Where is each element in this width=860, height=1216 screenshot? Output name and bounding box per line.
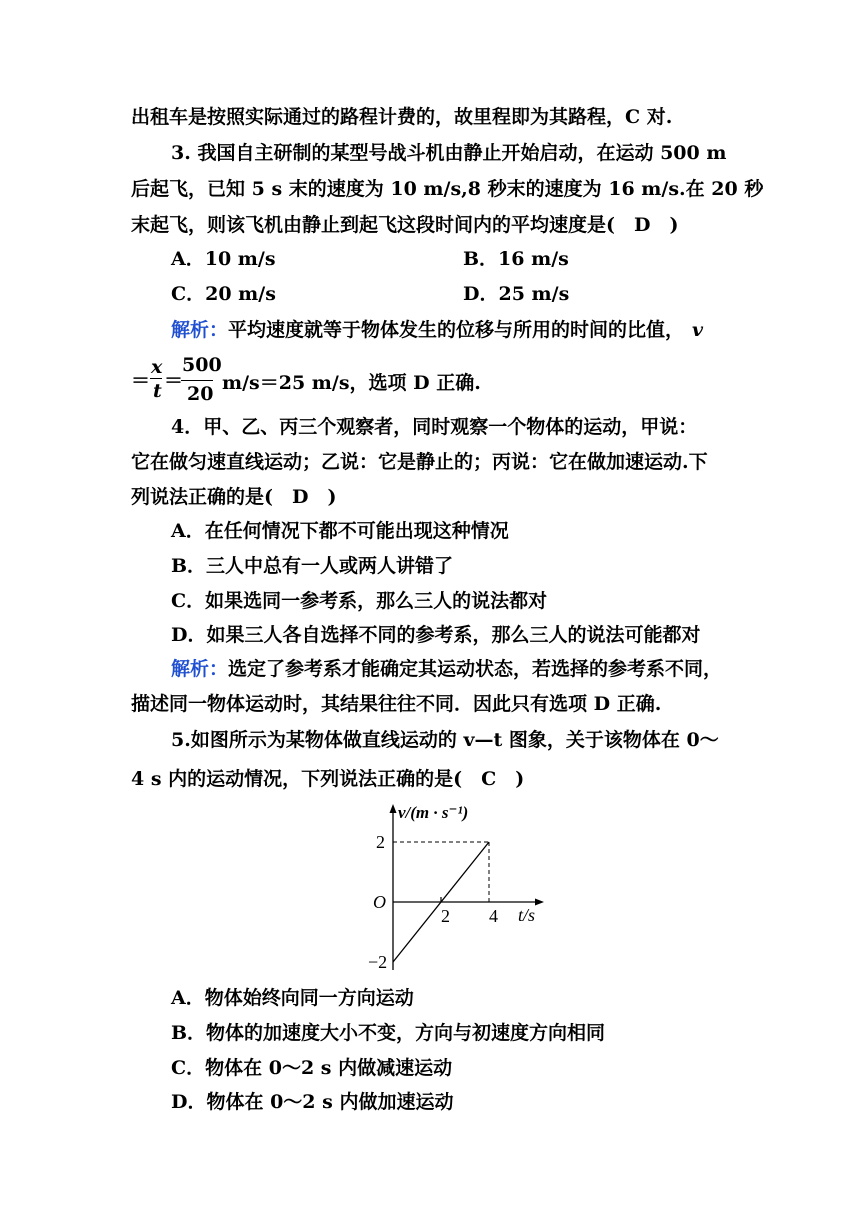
fraction-bar-x-t bbox=[150, 378, 162, 379]
fraction-bar-500-20 bbox=[181, 380, 213, 381]
question-3-line-2: 后起飞，已知 5 s 末的速度为 10 m/s,8 秒末的速度为 16 m/s.在 20 秒 bbox=[131, 178, 764, 200]
velocity-symbol: v bbox=[692, 319, 704, 341]
explanation-label: 解析： bbox=[171, 658, 229, 680]
equals-sign: ＝ bbox=[131, 370, 151, 392]
x-tick-label-2: 2 bbox=[441, 906, 450, 926]
question-3-line-1: 3. 我国自主研制的某型号战斗机由静止开始启动，在运动 500 m bbox=[171, 142, 727, 164]
y-axis-label: v/(m · s⁻¹) bbox=[398, 803, 469, 822]
fraction-t: t bbox=[153, 380, 162, 402]
q5-option-c: C．物体在 0～2 s 内做减速运动 bbox=[171, 1057, 453, 1079]
q4-explanation-line-2: 描述同一物体运动时，其结果往往不同．因此只有选项 D 正确. bbox=[131, 693, 662, 715]
q3-option-a: A．10 m/s bbox=[171, 248, 276, 270]
q3-option-c: C．20 m/s bbox=[171, 283, 276, 305]
q4-option-a: A．在任何情况下都不可能出现这种情况 bbox=[171, 520, 509, 542]
x-tick-label-4: 4 bbox=[489, 906, 498, 926]
q3-option-b: B．16 m/s bbox=[463, 248, 569, 270]
y-axis-arrow bbox=[390, 804, 397, 813]
equals-sign-2: ＝ bbox=[164, 370, 184, 392]
explanation-label: 解析： bbox=[171, 319, 229, 341]
q4-option-d: D．如果三人各自选择不同的参考系，那么三人的说法可能都对 bbox=[171, 624, 701, 646]
question-3-line-3: 末起飞，则该飞机由静止到起飞这段时间内的平均速度是( D ) bbox=[131, 214, 679, 236]
x-axis-arrow bbox=[535, 899, 544, 906]
q4-explanation bbox=[171, 656, 722, 682]
q4-option-c: C．如果选同一参考系，那么三人的说法都对 bbox=[171, 590, 548, 612]
origin-label: O bbox=[373, 892, 386, 912]
y-tick-label-neg2: −2 bbox=[368, 952, 388, 972]
question-5-line-2: 4 s 内的运动情况，下列说法正确的是( C ) bbox=[131, 768, 525, 790]
q5-option-b: B．物体的加速度大小不变，方向与初速度方向相同 bbox=[171, 1022, 606, 1044]
explanation-text: 选定了参考系才能确定其运动状态，若选择的参考系不同， bbox=[228, 658, 723, 680]
y-tick-label-2: 2 bbox=[376, 832, 385, 852]
question-4-line-3: 列说法正确的是( D ) bbox=[131, 486, 337, 508]
question-4-line-1: 4．甲、乙、丙三个观察者，同时观察一个物体的运动，甲说： bbox=[171, 416, 698, 438]
q5-option-d: D．物体在 0～2 s 内做加速运动 bbox=[171, 1091, 454, 1113]
fraction-denominator: 20 bbox=[187, 383, 214, 405]
question-5-line-1: 5.如图所示为某物体做直线运动的 v—t 图象，关于该物体在 0～ bbox=[171, 729, 719, 751]
vt-graph bbox=[360, 800, 560, 980]
q5-option-a: A．物体始终向同一方向运动 bbox=[171, 987, 414, 1009]
q3-option-d: D．25 m/s bbox=[463, 283, 570, 305]
fraction-x: x bbox=[151, 356, 163, 378]
fraction-numerator: 500 bbox=[182, 354, 222, 376]
explanation-text: 平均速度就等于物体发生的位移与所用的时间的比值， bbox=[228, 319, 685, 341]
formula-result: m/s＝25 m/s，选项 D 正确. bbox=[222, 372, 481, 394]
q4-option-b: B．三人中总有一人或两人讲错了 bbox=[171, 555, 454, 577]
question-4-line-2: 它在做匀速直线运动；乙说：它是静止的；丙说：它在做加速运动.下 bbox=[131, 451, 708, 473]
q3-explanation bbox=[171, 317, 703, 343]
text-line: 出租车是按照实际通过的路程计费的，故里程即为其路程，C 对. bbox=[131, 106, 673, 128]
x-axis-label: t/s bbox=[518, 905, 536, 925]
